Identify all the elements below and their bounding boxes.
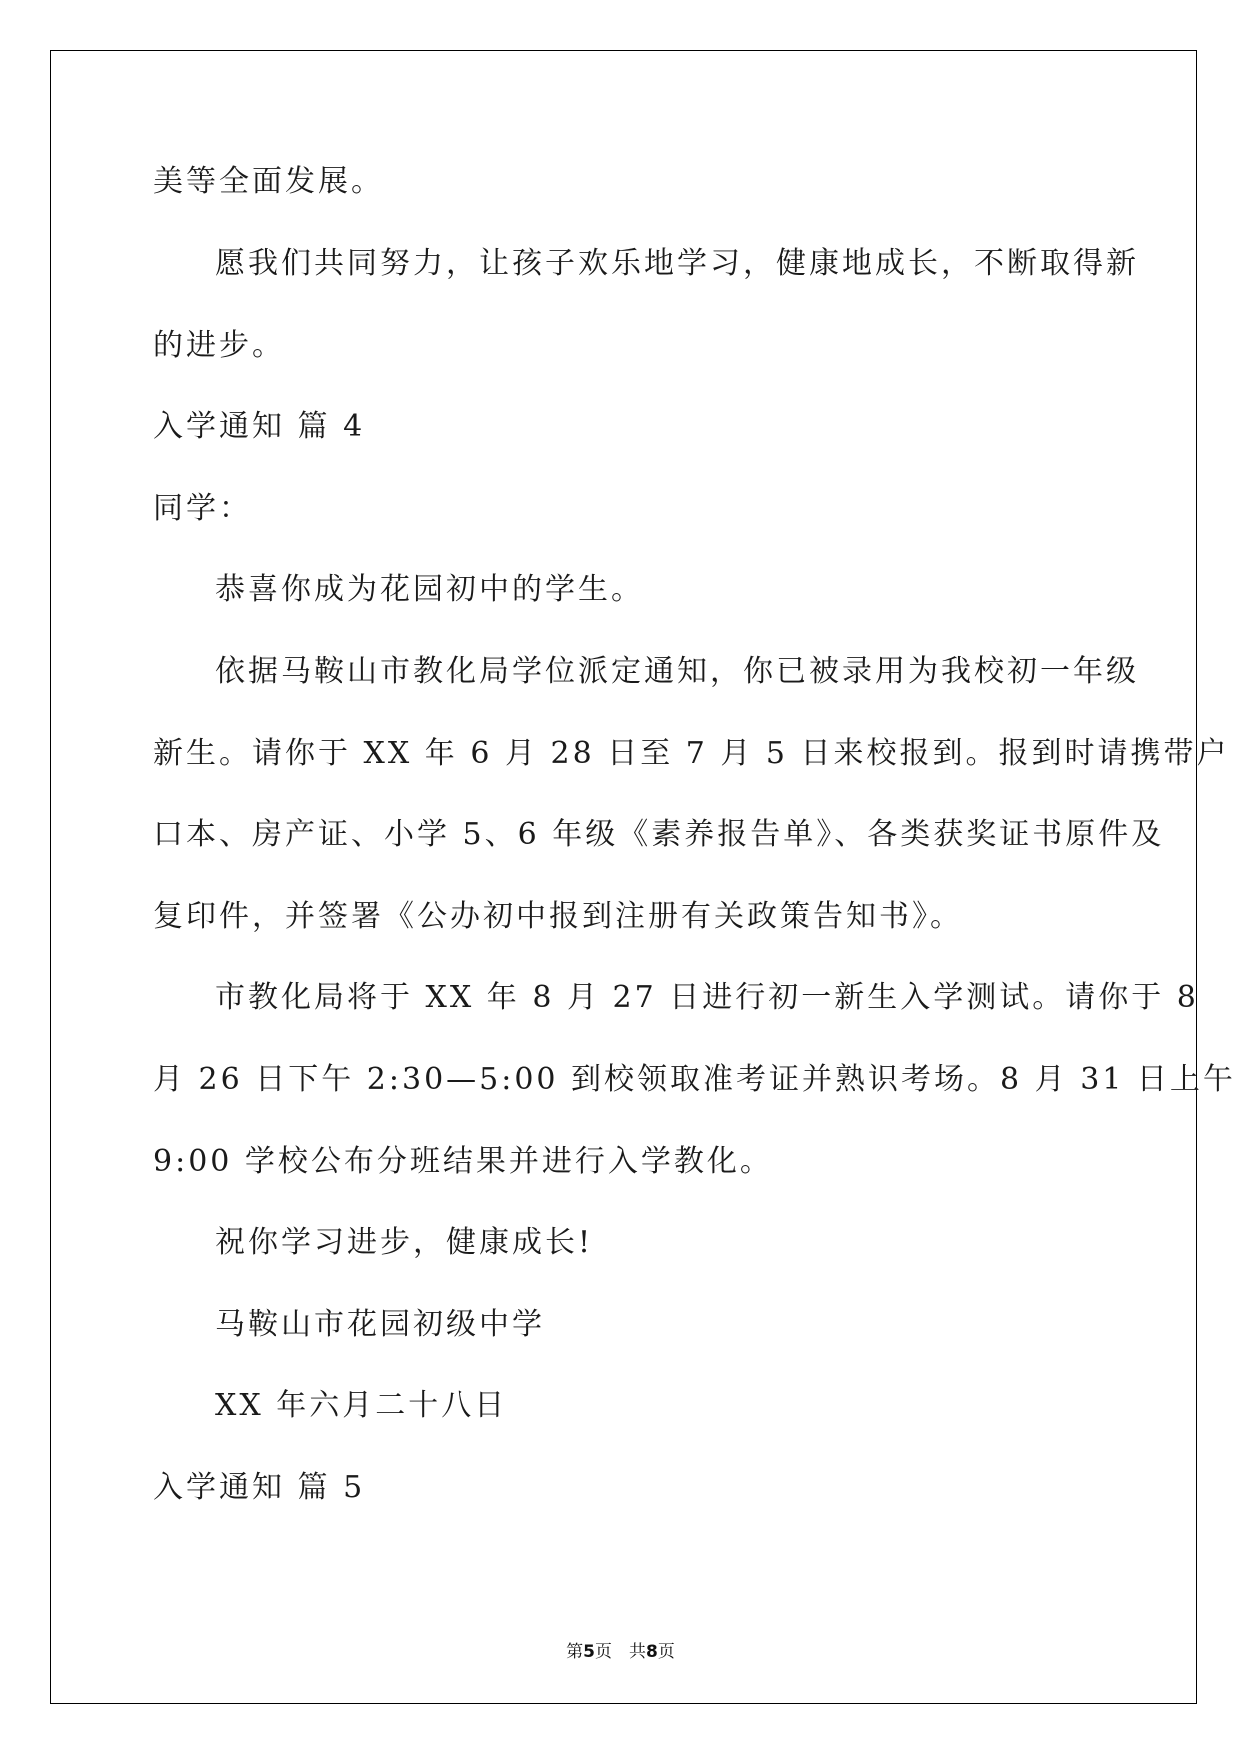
- paragraph-line: 的进步。: [153, 328, 285, 363]
- page-mid: 页 共: [595, 1642, 646, 1662]
- paragraph-line: 市教化局将于 XX 年 8 月 27 日进行初一新生入学测试。请你于 8: [215, 980, 1199, 1015]
- paragraph-line: 依据马鞍山市教化局学位派定通知，你已被录用为我校初一年级: [215, 654, 1139, 689]
- total-pages: 8: [646, 1642, 658, 1662]
- page-border: [50, 50, 1236, 1704]
- signature-date: XX 年六月二十八日: [215, 1388, 508, 1423]
- paragraph-line: 新生。请你于 XX 年 6 月 28 日至 7 月 5 日来校报到。报到时请携带户: [153, 736, 1230, 771]
- current-page: 5: [583, 1642, 595, 1662]
- signature-school: 马鞍山市花园初级中学: [215, 1307, 545, 1342]
- paragraph-line: 恭喜你成为花园初中的学生。: [215, 572, 644, 607]
- paragraph-line: 愿我们共同努力，让孩子欢乐地学习，健康地成长，不断取得新: [215, 246, 1139, 281]
- paragraph-line: 复印件，并签署《公办初中报到注册有关政策告知书》。: [153, 899, 963, 934]
- paragraph-line: 月 26 日下午 2:30—5:00 到校领取准考证并熟识考场。8 月 31 日上午: [153, 1062, 1236, 1097]
- paragraph-line: 口本、房产证、小学 5、6 年级《素养报告单》、各类获奖证书原件及: [153, 817, 1165, 852]
- paragraph-line: 美等全面发展。: [153, 164, 384, 199]
- paragraph-line: 9:00 学校公布分班结果并进行入学教化。: [153, 1144, 773, 1179]
- salutation: 同学：: [153, 491, 252, 526]
- section-heading: 入学通知 篇 4: [153, 409, 366, 444]
- page-prefix: 第: [566, 1642, 584, 1662]
- page-suffix: 页: [657, 1642, 675, 1662]
- section-heading: 入学通知 篇 5: [153, 1470, 366, 1505]
- page-number: [0, 1637, 1241, 1662]
- closing-wish: 祝你学习进步，健康成长!: [215, 1225, 594, 1260]
